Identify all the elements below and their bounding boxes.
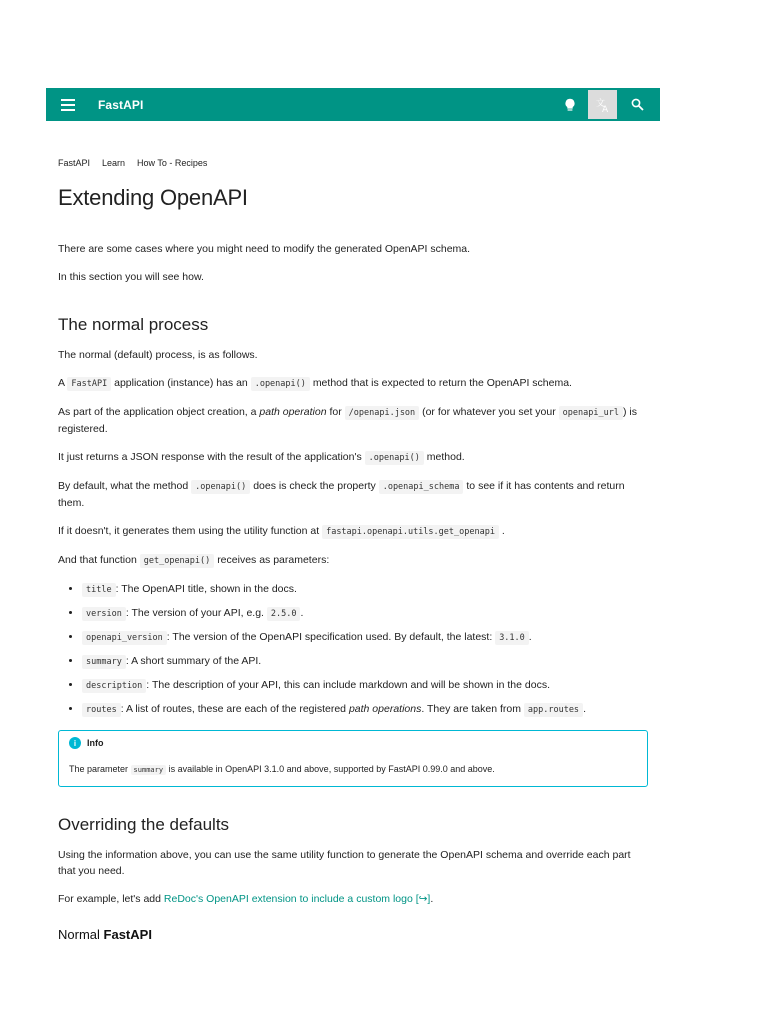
normal-fastapi-heading: Normal FastAPI <box>58 927 152 942</box>
params-list <box>58 581 648 718</box>
list-item: • openapi_version : The version of the OpenAPI specification used. By default, the latest: 3.1.0 . <box>82 629 648 646</box>
info-icon: i <box>69 737 81 749</box>
normal-process-p4: It just returns a JSON response with the result of the application's .openapi() method. <box>58 451 465 463</box>
lightbulb-icon[interactable] <box>555 90 584 119</box>
normal-process-p5: By default, what the method .openapi() does is check the property .openapi_schema to see if it has contents and return them. <box>58 480 625 509</box>
overriding-p1: Using the information above, you can use the same utility function to generate the OpenAPI schema and override each part that you need. <box>58 849 631 877</box>
site-title[interactable]: FastAPI <box>98 97 144 112</box>
search-icon[interactable] <box>623 90 652 119</box>
normal-process-heading: The normal process <box>58 315 209 334</box>
page-title: Extending OpenAPI <box>58 185 248 210</box>
intro-paragraph-2: In this section you will see how. <box>58 271 204 283</box>
normal-process-p2: A FastAPI application (instance) has an .openapi() method that is expected to return the OpenAPI schema. <box>58 377 572 389</box>
list-item: • description : The description of your API, this can include markdown and will be shown in the docs. <box>82 677 648 694</box>
list-item: • version : The version of your API, e.g. 2.5.0 . <box>82 605 648 622</box>
breadcrumb-fastapi[interactable]: FastAPI <box>58 158 91 168</box>
breadcrumb-how-to-recipes[interactable]: How To - Recipes <box>137 158 208 168</box>
breadcrumb <box>58 158 207 168</box>
info-admonition <box>58 730 648 787</box>
breadcrumb-learn[interactable]: Learn <box>102 158 126 168</box>
normal-process-p6: If it doesn't, it generates them using the utility function at fastapi.openapi.utils.get_openapi . <box>58 525 505 537</box>
svg-text:文: 文 <box>595 98 605 109</box>
info-admonition-text: The parameter summary is available in OpenAPI 3.1.0 and above, supported by FastAPI 0.99.0 and above. <box>69 764 495 774</box>
main-content <box>58 180 648 942</box>
normal-process-p1: The normal (default) process, is as follows. <box>58 349 258 361</box>
redoc-extension-link[interactable]: ReDoc's OpenAPI extension to include a custom logo [↪] <box>163 893 431 905</box>
overriding-p2: For example, let's add ReDoc's OpenAPI extension to include a custom logo [↪]. <box>58 893 434 905</box>
list-item: • summary : A short summary of the API. <box>82 653 648 670</box>
top-header <box>46 88 660 121</box>
intro-paragraph-1: There are some cases where you might need to modify the generated OpenAPI schema. <box>58 243 471 255</box>
header-actions <box>555 88 660 121</box>
list-item: • routes : A list of routes, these are each of the registered path operations. They are taken from app.routes . <box>82 701 648 718</box>
translate-icon[interactable] <box>588 90 617 119</box>
list-item: • title : The OpenAPI title, shown in the docs. <box>82 581 648 598</box>
normal-process-p3: As part of the application object creation, a path operation for /openapi.json (or for whatever you set your openapi_url ) is registered. <box>58 406 637 435</box>
overriding-heading: Overriding the defaults <box>58 815 230 834</box>
info-admonition-title: i Info <box>59 731 647 763</box>
menu-icon[interactable] <box>58 95 78 115</box>
normal-process-p7: And that function get_openapi() receives as parameters: <box>58 554 330 566</box>
svg-text:A: A <box>601 104 608 113</box>
